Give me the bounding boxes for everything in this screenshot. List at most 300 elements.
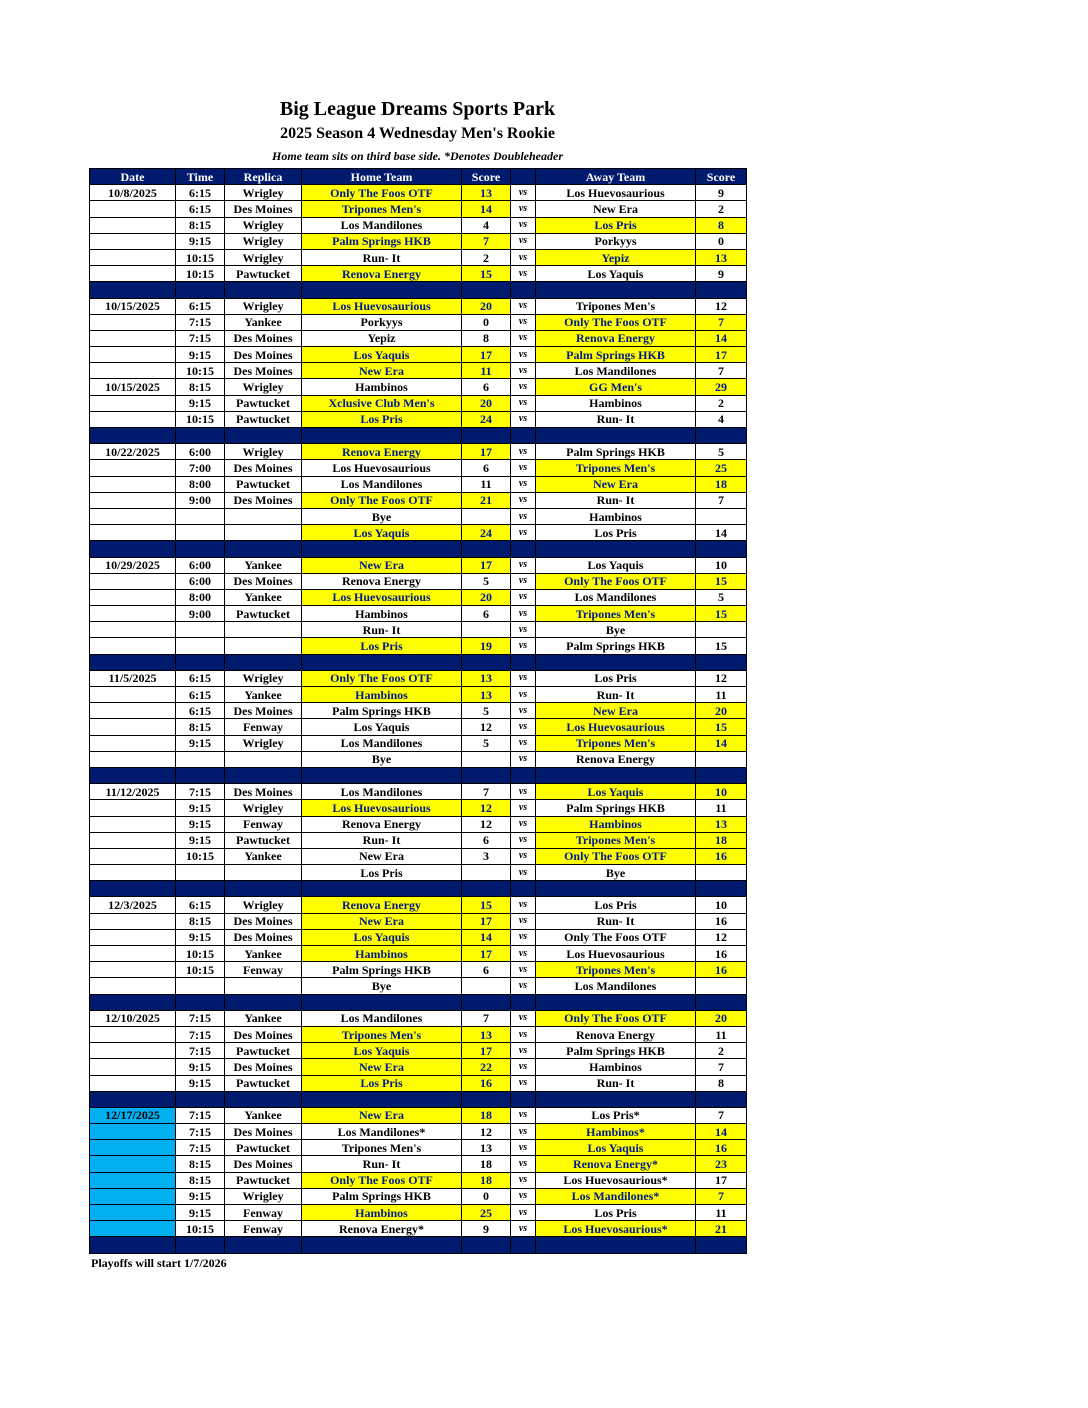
game-date: [90, 751, 176, 767]
separator-cell: [536, 1091, 696, 1107]
game-time: 8:15: [176, 1156, 225, 1172]
separator-cell: [462, 881, 511, 897]
game-time: 10:15: [176, 946, 225, 962]
vs-label: vs: [511, 703, 536, 719]
separator-cell: [225, 541, 302, 557]
separator-cell: [511, 881, 536, 897]
away-score: 17: [696, 1172, 747, 1188]
game-field: Des Moines: [225, 347, 302, 363]
away-score: 7: [696, 314, 747, 330]
away-team: Hambinos: [536, 816, 696, 832]
separator-cell: [696, 767, 747, 783]
home-team: Los Huevosaurious: [302, 800, 462, 816]
vs-label: vs: [511, 1124, 536, 1140]
away-score: 8: [696, 217, 747, 233]
game-time: 7:15: [176, 784, 225, 800]
home-team: Renova Energy: [302, 266, 462, 282]
home-score: 6: [462, 962, 511, 978]
game-field: Yankee: [225, 314, 302, 330]
game-date: [90, 687, 176, 703]
vs-label: vs: [511, 832, 536, 848]
vs-label: vs: [511, 573, 536, 589]
away-score: 5: [696, 589, 747, 605]
home-score: 17: [462, 347, 511, 363]
separator-cell: [511, 994, 536, 1010]
away-score: 23: [696, 1156, 747, 1172]
separator-cell: [302, 541, 462, 557]
away-score: 8: [696, 1075, 747, 1091]
home-score: 12: [462, 800, 511, 816]
home-team: Bye: [302, 508, 462, 524]
col-header-date: Date: [90, 169, 176, 185]
vs-label: vs: [511, 363, 536, 379]
home-score: 5: [462, 735, 511, 751]
game-row: [90, 249, 747, 265]
game-field: Pawtucket: [225, 476, 302, 492]
away-score: 7: [696, 363, 747, 379]
game-time: 9:15: [176, 1075, 225, 1091]
game-time: 10:15: [176, 1221, 225, 1237]
game-date: [90, 395, 176, 411]
game-time: 6:15: [176, 670, 225, 686]
game-time: [176, 622, 225, 638]
vs-label: vs: [511, 622, 536, 638]
home-team: Only The Foos OTF: [302, 1172, 462, 1188]
game-time: [176, 508, 225, 524]
game-time: 9:00: [176, 606, 225, 622]
vs-label: vs: [511, 1010, 536, 1026]
week-separator: [90, 1237, 747, 1253]
away-score: 10: [696, 897, 747, 913]
vs-label: vs: [511, 962, 536, 978]
game-date: [90, 314, 176, 330]
week-separator: [90, 541, 747, 557]
vs-label: vs: [511, 1205, 536, 1221]
away-score: 2: [696, 395, 747, 411]
home-team: Renova Energy: [302, 444, 462, 460]
playoffs-note: Playoffs will start 1/7/2026: [91, 1256, 227, 1270]
away-score: 7: [696, 1107, 747, 1123]
game-date: [90, 1140, 176, 1156]
home-team: New Era: [302, 913, 462, 929]
home-team: Los Yaquis: [302, 1043, 462, 1059]
separator-cell: [511, 282, 536, 298]
game-date: [90, 978, 176, 994]
game-row: [90, 865, 747, 881]
vs-label: vs: [511, 460, 536, 476]
home-team: Los Pris: [302, 638, 462, 654]
away-team: Los Huevosaurious*: [536, 1221, 696, 1237]
vs-label: vs: [511, 201, 536, 217]
game-row: [90, 508, 747, 524]
vs-label: vs: [511, 233, 536, 249]
separator-cell: [696, 654, 747, 670]
game-date: [90, 1124, 176, 1140]
game-row: [90, 266, 747, 282]
schedule-note: Home team sits on third base side. *Denotes Doubleheader: [272, 149, 563, 163]
away-team: Renova Energy*: [536, 1156, 696, 1172]
game-field: Wrigley: [225, 233, 302, 249]
game-field: Fenway: [225, 1205, 302, 1221]
game-date: [90, 1026, 176, 1042]
game-row: [90, 703, 747, 719]
away-team: Los Mandilones: [536, 589, 696, 605]
away-team: Palm Springs HKB: [536, 800, 696, 816]
game-time: 9:15: [176, 347, 225, 363]
game-field: Des Moines: [225, 1059, 302, 1075]
away-team: Yepiz: [536, 249, 696, 265]
vs-label: vs: [511, 1156, 536, 1172]
game-row: [90, 622, 747, 638]
home-score: 20: [462, 395, 511, 411]
separator-cell: [536, 767, 696, 783]
game-date: [90, 929, 176, 945]
game-time: 9:15: [176, 929, 225, 945]
separator-cell: [511, 1237, 536, 1253]
game-row: [90, 816, 747, 832]
vs-label: vs: [511, 800, 536, 816]
away-score: 12: [696, 929, 747, 945]
game-date: [90, 573, 176, 589]
game-row: [90, 1075, 747, 1091]
week-separator: [90, 1091, 747, 1107]
away-score: [696, 508, 747, 524]
game-date: [90, 330, 176, 346]
separator-cell: [302, 654, 462, 670]
away-score: 17: [696, 347, 747, 363]
home-team: Tripones Men's: [302, 1026, 462, 1042]
home-score: [462, 978, 511, 994]
separator-cell: [696, 428, 747, 444]
game-time: 10:15: [176, 411, 225, 427]
home-score: 22: [462, 1059, 511, 1075]
home-score: 20: [462, 298, 511, 314]
game-field: Pawtucket: [225, 832, 302, 848]
home-score: 13: [462, 670, 511, 686]
separator-cell: [90, 881, 176, 897]
home-score: 24: [462, 525, 511, 541]
separator-cell: [90, 282, 176, 298]
game-row: [90, 800, 747, 816]
game-time: 8:00: [176, 476, 225, 492]
away-score: 4: [696, 411, 747, 427]
game-date: 10/15/2025: [90, 379, 176, 395]
away-score: [696, 865, 747, 881]
col-header-away-score: Score: [696, 169, 747, 185]
game-row: [90, 687, 747, 703]
game-row: [90, 946, 747, 962]
home-score: 13: [462, 1026, 511, 1042]
away-score: 7: [696, 1059, 747, 1075]
game-time: 7:15: [176, 1140, 225, 1156]
game-field: [225, 865, 302, 881]
game-field: Yankee: [225, 687, 302, 703]
home-score: 7: [462, 784, 511, 800]
away-score: 13: [696, 816, 747, 832]
home-team: Bye: [302, 751, 462, 767]
vs-label: vs: [511, 687, 536, 703]
home-score: 17: [462, 444, 511, 460]
game-date: [90, 460, 176, 476]
away-team: Los Pris: [536, 525, 696, 541]
separator-cell: [90, 1237, 176, 1253]
header-row: [90, 169, 747, 185]
separator-cell: [225, 282, 302, 298]
game-time: 6:00: [176, 444, 225, 460]
away-team: Porkyys: [536, 233, 696, 249]
separator-cell: [462, 767, 511, 783]
away-score: 7: [696, 492, 747, 508]
game-field: Des Moines: [225, 1156, 302, 1172]
away-score: 12: [696, 670, 747, 686]
vs-label: vs: [511, 784, 536, 800]
home-score: 6: [462, 606, 511, 622]
game-field: Des Moines: [225, 1026, 302, 1042]
separator-cell: [511, 428, 536, 444]
game-time: [176, 638, 225, 654]
game-field: Pawtucket: [225, 395, 302, 411]
home-score: 8: [462, 330, 511, 346]
home-score: 17: [462, 1043, 511, 1059]
away-score: 15: [696, 573, 747, 589]
game-row: [90, 330, 747, 346]
game-field: Wrigley: [225, 185, 302, 201]
game-row: [90, 217, 747, 233]
game-row: [90, 476, 747, 492]
separator-cell: [536, 994, 696, 1010]
home-team: Los Mandilones: [302, 217, 462, 233]
game-field: Fenway: [225, 1221, 302, 1237]
home-team: Los Pris: [302, 865, 462, 881]
separator-cell: [225, 881, 302, 897]
col-header-time: Time: [176, 169, 225, 185]
game-row: [90, 395, 747, 411]
home-team: Tripones Men's: [302, 1140, 462, 1156]
vs-label: vs: [511, 897, 536, 913]
home-score: 19: [462, 638, 511, 654]
game-field: Des Moines: [225, 784, 302, 800]
separator-cell: [511, 541, 536, 557]
vs-label: vs: [511, 1221, 536, 1237]
vs-label: vs: [511, 492, 536, 508]
away-score: 14: [696, 330, 747, 346]
game-field: Wrigley: [225, 735, 302, 751]
home-team: Los Huevosaurious: [302, 298, 462, 314]
game-field: Des Moines: [225, 460, 302, 476]
vs-label: vs: [511, 848, 536, 864]
home-team: Palm Springs HKB: [302, 233, 462, 249]
away-score: 10: [696, 784, 747, 800]
away-team: Renova Energy: [536, 330, 696, 346]
game-time: [176, 751, 225, 767]
separator-cell: [302, 282, 462, 298]
game-row: [90, 525, 747, 541]
game-field: Des Moines: [225, 573, 302, 589]
separator-cell: [176, 1237, 225, 1253]
game-row: [90, 832, 747, 848]
vs-label: vs: [511, 298, 536, 314]
home-team: New Era: [302, 1107, 462, 1123]
home-team: Los Yaquis: [302, 929, 462, 945]
vs-label: vs: [511, 508, 536, 524]
game-time: 9:15: [176, 832, 225, 848]
away-score: 16: [696, 913, 747, 929]
game-date: 10/8/2025: [90, 185, 176, 201]
away-score: [696, 751, 747, 767]
home-team: Bye: [302, 978, 462, 994]
separator-cell: [302, 1237, 462, 1253]
game-field: [225, 751, 302, 767]
separator-cell: [696, 994, 747, 1010]
away-score: 18: [696, 832, 747, 848]
separator-cell: [462, 428, 511, 444]
away-score: 11: [696, 800, 747, 816]
away-score: 15: [696, 606, 747, 622]
home-score: 18: [462, 1156, 511, 1172]
home-team: Los Huevosaurious: [302, 589, 462, 605]
away-team: Bye: [536, 865, 696, 881]
away-team: Hambinos: [536, 508, 696, 524]
game-time: 6:00: [176, 557, 225, 573]
game-date: [90, 735, 176, 751]
vs-label: vs: [511, 557, 536, 573]
vs-label: vs: [511, 249, 536, 265]
game-field: Pawtucket: [225, 266, 302, 282]
away-score: 9: [696, 266, 747, 282]
away-team: Run- It: [536, 913, 696, 929]
home-team: Palm Springs HKB: [302, 1188, 462, 1204]
away-score: 25: [696, 460, 747, 476]
away-score: 20: [696, 703, 747, 719]
vs-label: vs: [511, 1172, 536, 1188]
game-date: 12/10/2025: [90, 1010, 176, 1026]
game-row: [90, 411, 747, 427]
home-team: Los Mandilones*: [302, 1124, 462, 1140]
game-field: Pawtucket: [225, 1043, 302, 1059]
game-field: Wrigley: [225, 217, 302, 233]
away-team: Los Pris: [536, 670, 696, 686]
away-team: Run- It: [536, 411, 696, 427]
game-date: [90, 703, 176, 719]
separator-cell: [536, 541, 696, 557]
separator-cell: [225, 994, 302, 1010]
separator-cell: [225, 1091, 302, 1107]
away-score: 11: [696, 1205, 747, 1221]
game-date: [90, 363, 176, 379]
home-team: Los Mandilones: [302, 1010, 462, 1026]
game-field: Yankee: [225, 1107, 302, 1123]
away-score: 15: [696, 719, 747, 735]
vs-label: vs: [511, 330, 536, 346]
home-score: 12: [462, 1124, 511, 1140]
game-time: [176, 525, 225, 541]
separator-cell: [696, 1237, 747, 1253]
game-date: [90, 589, 176, 605]
game-row: [90, 751, 747, 767]
game-date: [90, 946, 176, 962]
game-time: 10:15: [176, 962, 225, 978]
home-score: 12: [462, 816, 511, 832]
home-team: New Era: [302, 848, 462, 864]
separator-cell: [462, 1091, 511, 1107]
home-score: 3: [462, 848, 511, 864]
away-team: Renova Energy: [536, 751, 696, 767]
away-team: Only The Foos OTF: [536, 573, 696, 589]
vs-label: vs: [511, 185, 536, 201]
away-team: Los Mandilones*: [536, 1188, 696, 1204]
game-date: [90, 249, 176, 265]
home-score: 24: [462, 411, 511, 427]
away-team: Palm Springs HKB: [536, 444, 696, 460]
game-row: [90, 638, 747, 654]
game-row: [90, 201, 747, 217]
away-team: Los Pris: [536, 1205, 696, 1221]
game-time: 10:15: [176, 848, 225, 864]
home-score: 20: [462, 589, 511, 605]
game-date: [90, 719, 176, 735]
game-date: [90, 1156, 176, 1172]
separator-cell: [90, 541, 176, 557]
away-team: Tripones Men's: [536, 735, 696, 751]
separator-cell: [536, 1237, 696, 1253]
home-score: [462, 508, 511, 524]
away-team: GG Men's: [536, 379, 696, 395]
game-row: [90, 1059, 747, 1075]
away-team: Los Huevosaurious: [536, 946, 696, 962]
game-time: 10:15: [176, 266, 225, 282]
game-date: [90, 411, 176, 427]
game-time: 9:15: [176, 816, 225, 832]
home-score: [462, 865, 511, 881]
page-title: Big League Dreams Sports Park: [279, 98, 556, 120]
vs-label: vs: [511, 525, 536, 541]
game-time: 8:15: [176, 379, 225, 395]
home-team: Xclusive Club Men's: [302, 395, 462, 411]
home-team: Renova Energy: [302, 897, 462, 913]
game-field: Yankee: [225, 946, 302, 962]
game-field: Wrigley: [225, 298, 302, 314]
game-field: Des Moines: [225, 913, 302, 929]
away-score: 14: [696, 735, 747, 751]
page-subtitle: 2025 Season 4 Wednesday Men's Rookie: [280, 125, 555, 142]
home-score: 5: [462, 573, 511, 589]
away-score: 16: [696, 946, 747, 962]
home-score: 2: [462, 249, 511, 265]
away-team: Renova Energy: [536, 1026, 696, 1042]
game-row: [90, 962, 747, 978]
game-field: Wrigley: [225, 670, 302, 686]
game-time: 8:15: [176, 1172, 225, 1188]
game-field: Yankee: [225, 1010, 302, 1026]
home-score: [462, 751, 511, 767]
away-team: Hambinos: [536, 1059, 696, 1075]
game-row: [90, 1156, 747, 1172]
away-score: 16: [696, 848, 747, 864]
home-score: 17: [462, 913, 511, 929]
game-date: [90, 217, 176, 233]
game-field: Yankee: [225, 589, 302, 605]
game-field: [225, 638, 302, 654]
home-score: [462, 622, 511, 638]
game-time: 6:15: [176, 703, 225, 719]
home-team: Los Huevosaurious: [302, 460, 462, 476]
game-row: [90, 929, 747, 945]
vs-label: vs: [511, 735, 536, 751]
away-score: [696, 978, 747, 994]
home-team: Run- It: [302, 622, 462, 638]
home-team: Run- It: [302, 832, 462, 848]
game-date: [90, 266, 176, 282]
